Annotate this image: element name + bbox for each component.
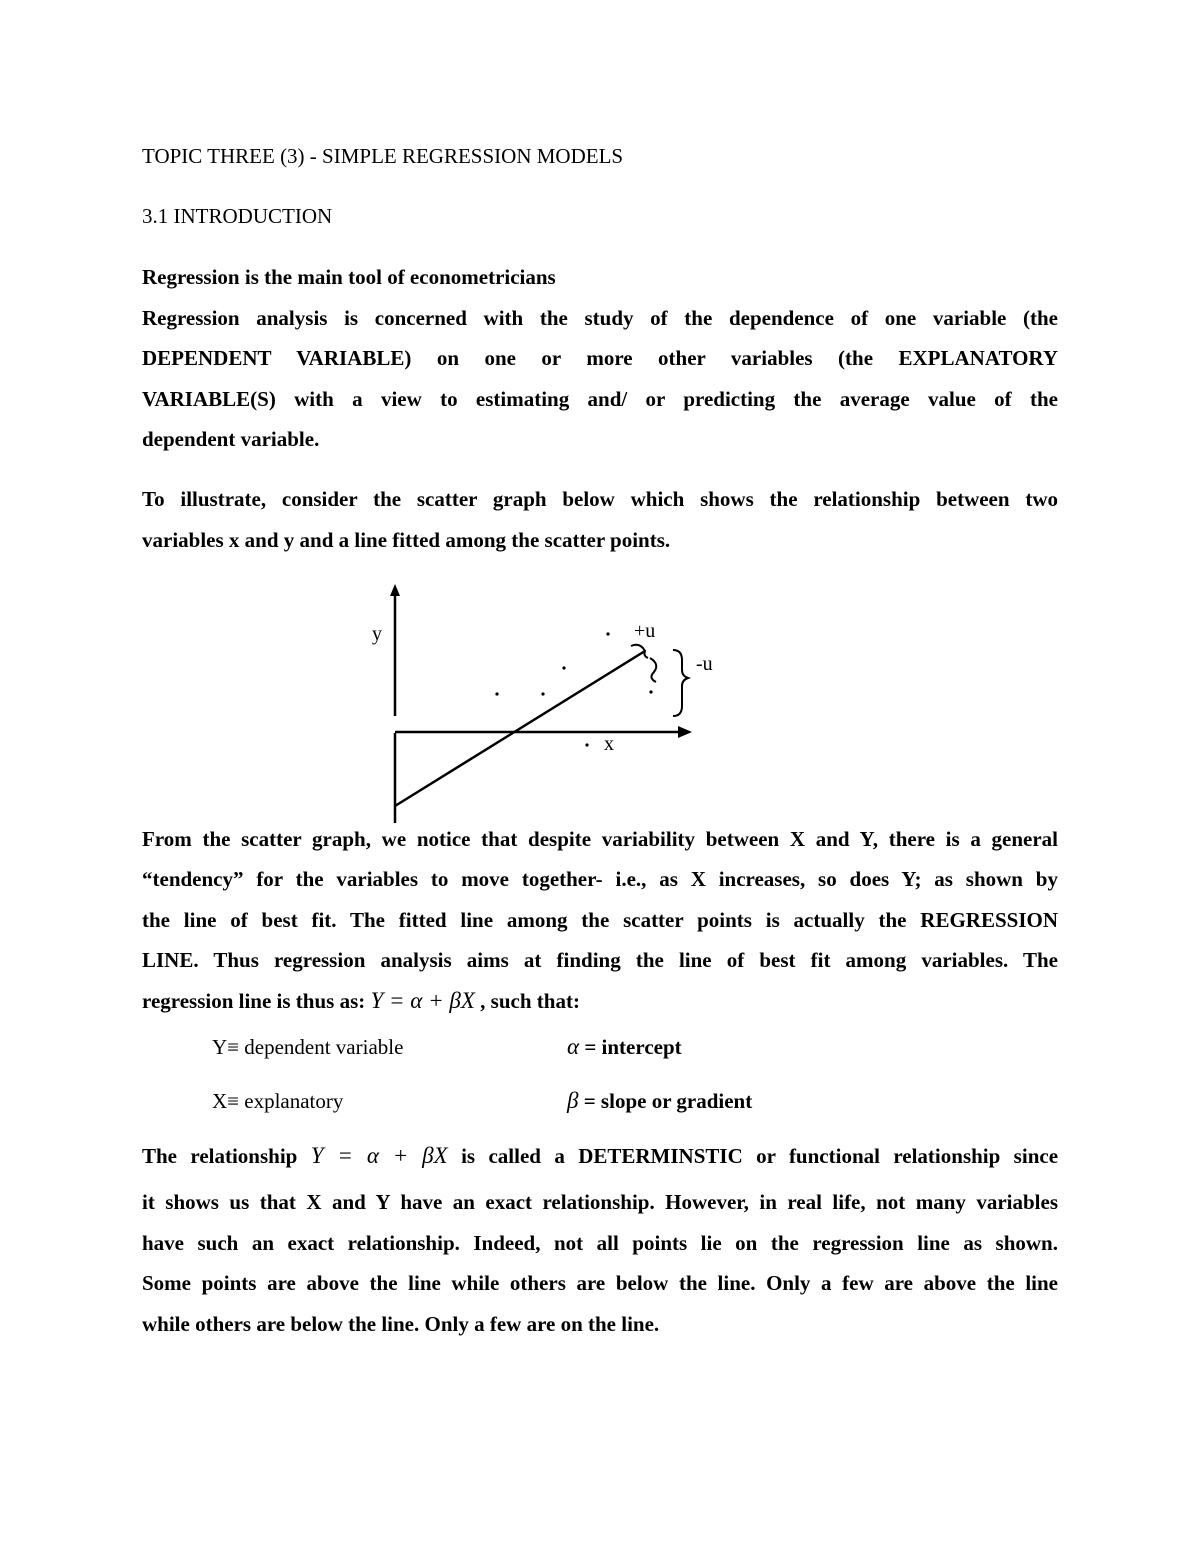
illustrate-line-2: variables x and y and a line fitted among the scatter points.: [142, 528, 671, 552]
x-axis-label: x: [604, 733, 614, 755]
scatter-line-4: LINE. Thus regression analysis aims at finding the line of best fit among variables. The: [142, 948, 1058, 972]
scatter-point: [649, 690, 652, 693]
y-axis-arrowhead: [390, 584, 400, 596]
y-definition: Y≡ dependent variable: [212, 1035, 404, 1059]
scatter-point: [541, 692, 544, 695]
scatter-line-1: From the scatter graph, we notice that despite variability between X and Y, there is a general: [142, 827, 1058, 851]
closing-line-1: it shows us that X and Y have an exact relationship. However, in real life, not many variables: [142, 1190, 1058, 1214]
relationship-equation: Y = α + βX: [310, 1143, 448, 1168]
closing-line-2: have such an exact relationship. Indeed, not all points lie on the regression line as shown.: [142, 1231, 1058, 1255]
closing-line-4: while others are below the line. Only a few are on the line.: [142, 1312, 660, 1336]
intro-line-4: VARIABLE(S) with a view to estimating and/ or predicting the average value of the: [142, 387, 1058, 411]
x-definition: X≡ explanatory: [212, 1089, 344, 1113]
x-axis-arrowhead: [678, 726, 692, 738]
minus-u-brace: [673, 650, 688, 716]
regression-line: [395, 651, 645, 806]
scatter-point: [562, 666, 565, 669]
plus-u-label: +u: [634, 620, 656, 642]
regression-line-prefix: regression line is thus as:: [142, 989, 366, 1013]
beta-definition: [567, 1088, 752, 1114]
relationship-line: [142, 1143, 1058, 1169]
plus-u-brace: [631, 645, 648, 658]
scatter-graph-figure: [360, 578, 720, 832]
intro-line-2: Regression analysis is concerned with the study of the dependence of one variable (the: [142, 306, 1058, 330]
beta-definition-text: = slope or gradient: [583, 1089, 753, 1113]
minus-u-label: -u: [696, 653, 713, 675]
section-title: 3.1 INTRODUCTION: [142, 204, 333, 228]
intro-line-5: dependent variable.: [142, 427, 320, 451]
alpha-symbol: α: [567, 1034, 580, 1059]
alpha-definition-text: = intercept: [584, 1035, 682, 1059]
intro-line-1: Regression is the main tool of econometricians: [142, 265, 556, 289]
scatter-point: [495, 692, 498, 695]
closing-line-3: Some points are above the line while others are below the line. Only a few are above the line: [142, 1271, 1058, 1295]
residual-brace: [650, 658, 656, 682]
illustrate-line-1: To illustrate, consider the scatter graph below which shows the relationship between two: [142, 487, 1058, 511]
scatter-line-3: the line of best fit. The fitted line among the scatter points is actually the REGRESSION: [142, 908, 1058, 932]
scatter-line-2: “tendency” for the variables to move together- i.e., as X increases, so does Y; as shown by: [142, 867, 1058, 891]
scatter-point: [606, 632, 609, 635]
relationship-prefix: The relationship: [142, 1144, 298, 1168]
topic-title: TOPIC THREE (3) - SIMPLE REGRESSION MODELS: [142, 144, 624, 168]
alpha-definition: [567, 1034, 682, 1060]
regression-line-sentence: [142, 988, 580, 1014]
intro-line-3: DEPENDENT VARIABLE) on one or more other variables (the EXPLANATORY: [142, 346, 1058, 370]
y-axis-label: y: [372, 623, 382, 645]
regression-line-suffix: , such that:: [480, 989, 580, 1013]
relationship-suffix: is called a DETERMINSTIC or functional relationship since: [461, 1144, 1059, 1168]
beta-symbol: β: [567, 1088, 579, 1113]
regression-equation: Y = α + βX: [370, 988, 475, 1013]
scatter-point: [585, 743, 588, 746]
